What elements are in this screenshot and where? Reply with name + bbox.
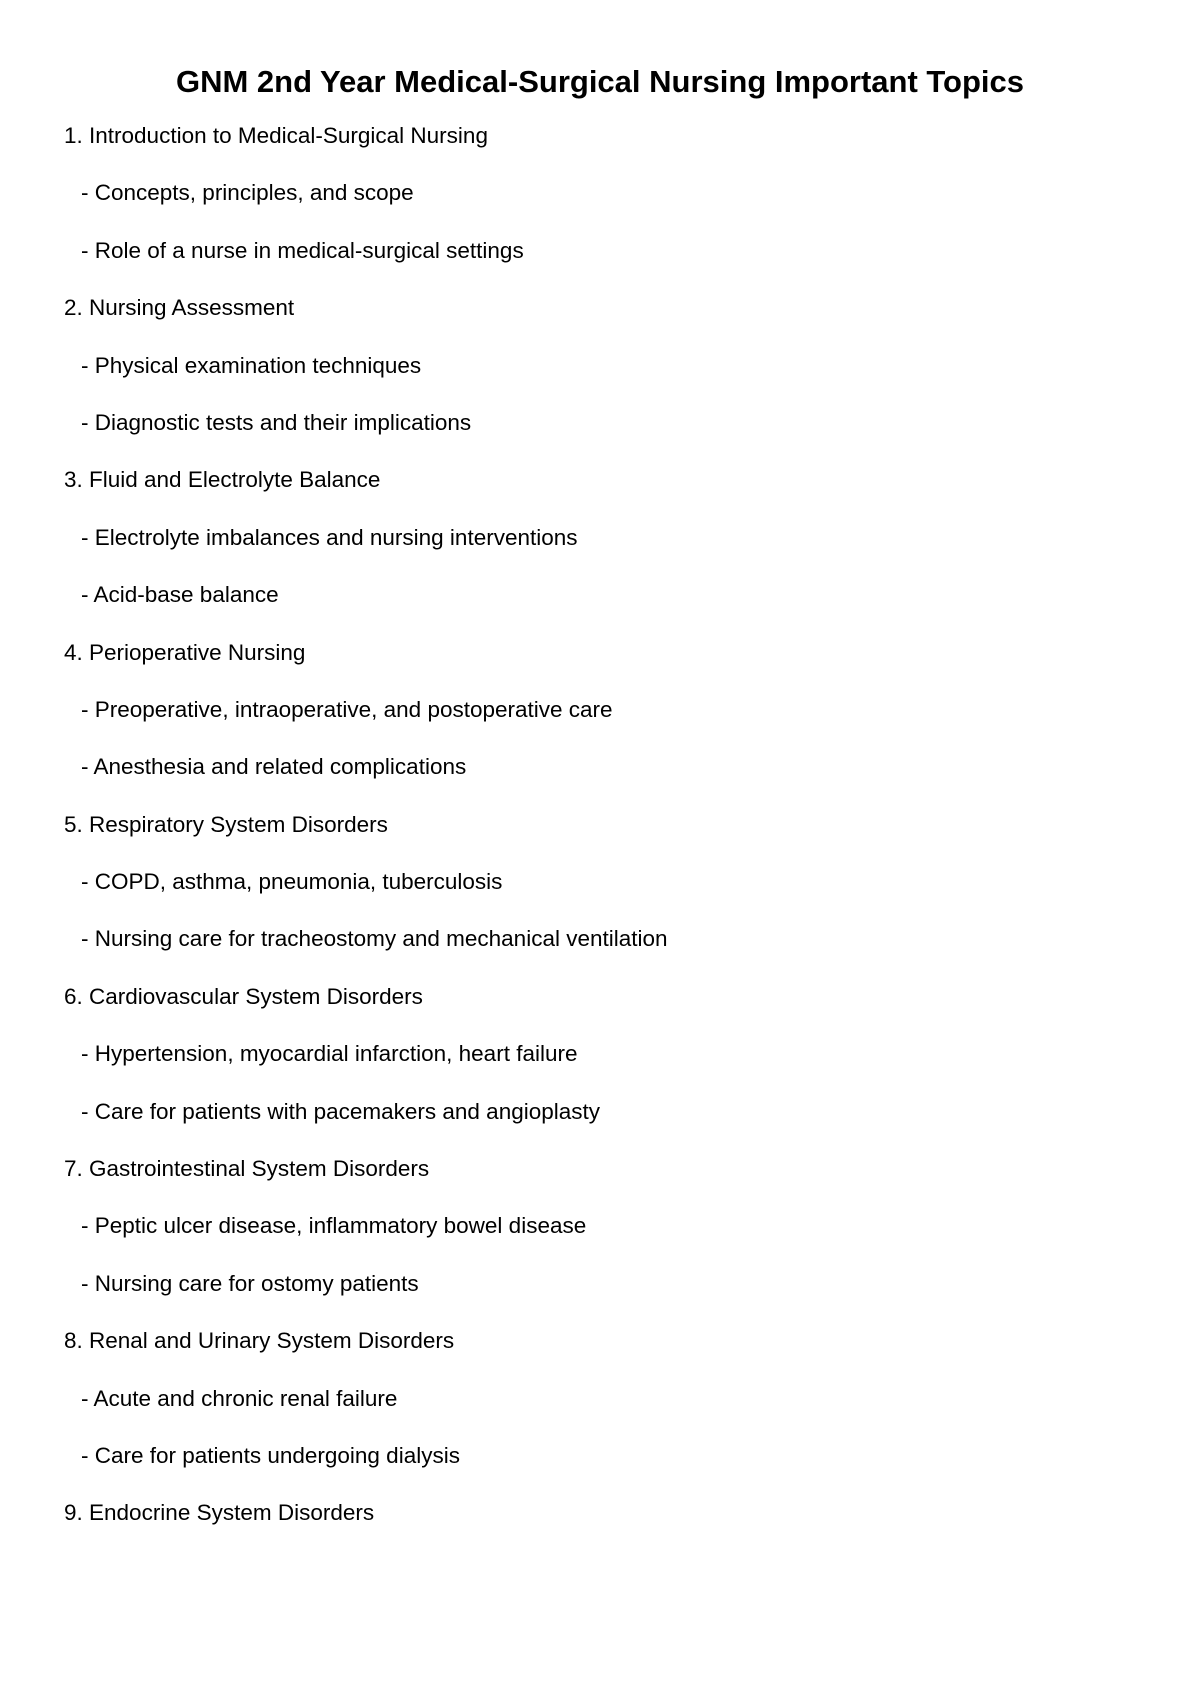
topic-point: - Role of a nurse in medical-surgical settings xyxy=(81,237,524,263)
topic-point: - Preoperative, intraoperative, and postoperative care xyxy=(81,696,613,722)
topic-point: - Acute and chronic renal failure xyxy=(81,1385,398,1411)
topic-list xyxy=(64,121,668,1556)
topic-point: - Electrolyte imbalances and nursing interventions xyxy=(81,524,578,550)
topic-point: - Hypertension, myocardial infarction, heart failure xyxy=(81,1041,578,1067)
topic-point: - Physical examination techniques xyxy=(81,352,422,378)
topic-heading: 7. Gastrointestinal System Disorders xyxy=(64,1156,430,1182)
topic-heading: 9. Endocrine System Disorders xyxy=(64,1500,375,1526)
topic-heading: 3. Fluid and Electrolyte Balance xyxy=(64,467,381,493)
topic-point: - Care for patients undergoing dialysis xyxy=(81,1442,460,1468)
topic-point: - Nursing care for ostomy patients xyxy=(81,1270,419,1296)
page-title: GNM 2nd Year Medical-Surgical Nursing Important Topics xyxy=(175,64,1025,99)
topic-point: - Care for patients with pacemakers and angioplasty xyxy=(81,1098,601,1124)
topic-heading: 4. Perioperative Nursing xyxy=(64,639,306,665)
topic-point: - Nursing care for tracheostomy and mechanical ventilation xyxy=(81,926,668,952)
topic-point: - Acid-base balance xyxy=(81,582,279,608)
topic-heading: 6. Cardiovascular System Disorders xyxy=(64,983,423,1009)
topic-point: - Diagnostic tests and their implications xyxy=(81,409,472,435)
topic-heading: 8. Renal and Urinary System Disorders xyxy=(64,1328,455,1354)
topic-heading: 2. Nursing Assessment xyxy=(64,295,295,321)
topic-point: - Concepts, principles, and scope xyxy=(81,180,414,206)
topic-heading: 1. Introduction to Medical-Surgical Nursing xyxy=(64,123,488,148)
topic-point: - COPD, asthma, pneumonia, tuberculosis xyxy=(81,869,503,895)
topic-heading: 5. Respiratory System Disorders xyxy=(64,811,388,837)
topic-point: - Anesthesia and related complications xyxy=(81,754,467,780)
topic-point: - Peptic ulcer disease, inflammatory bowel disease xyxy=(81,1213,587,1239)
